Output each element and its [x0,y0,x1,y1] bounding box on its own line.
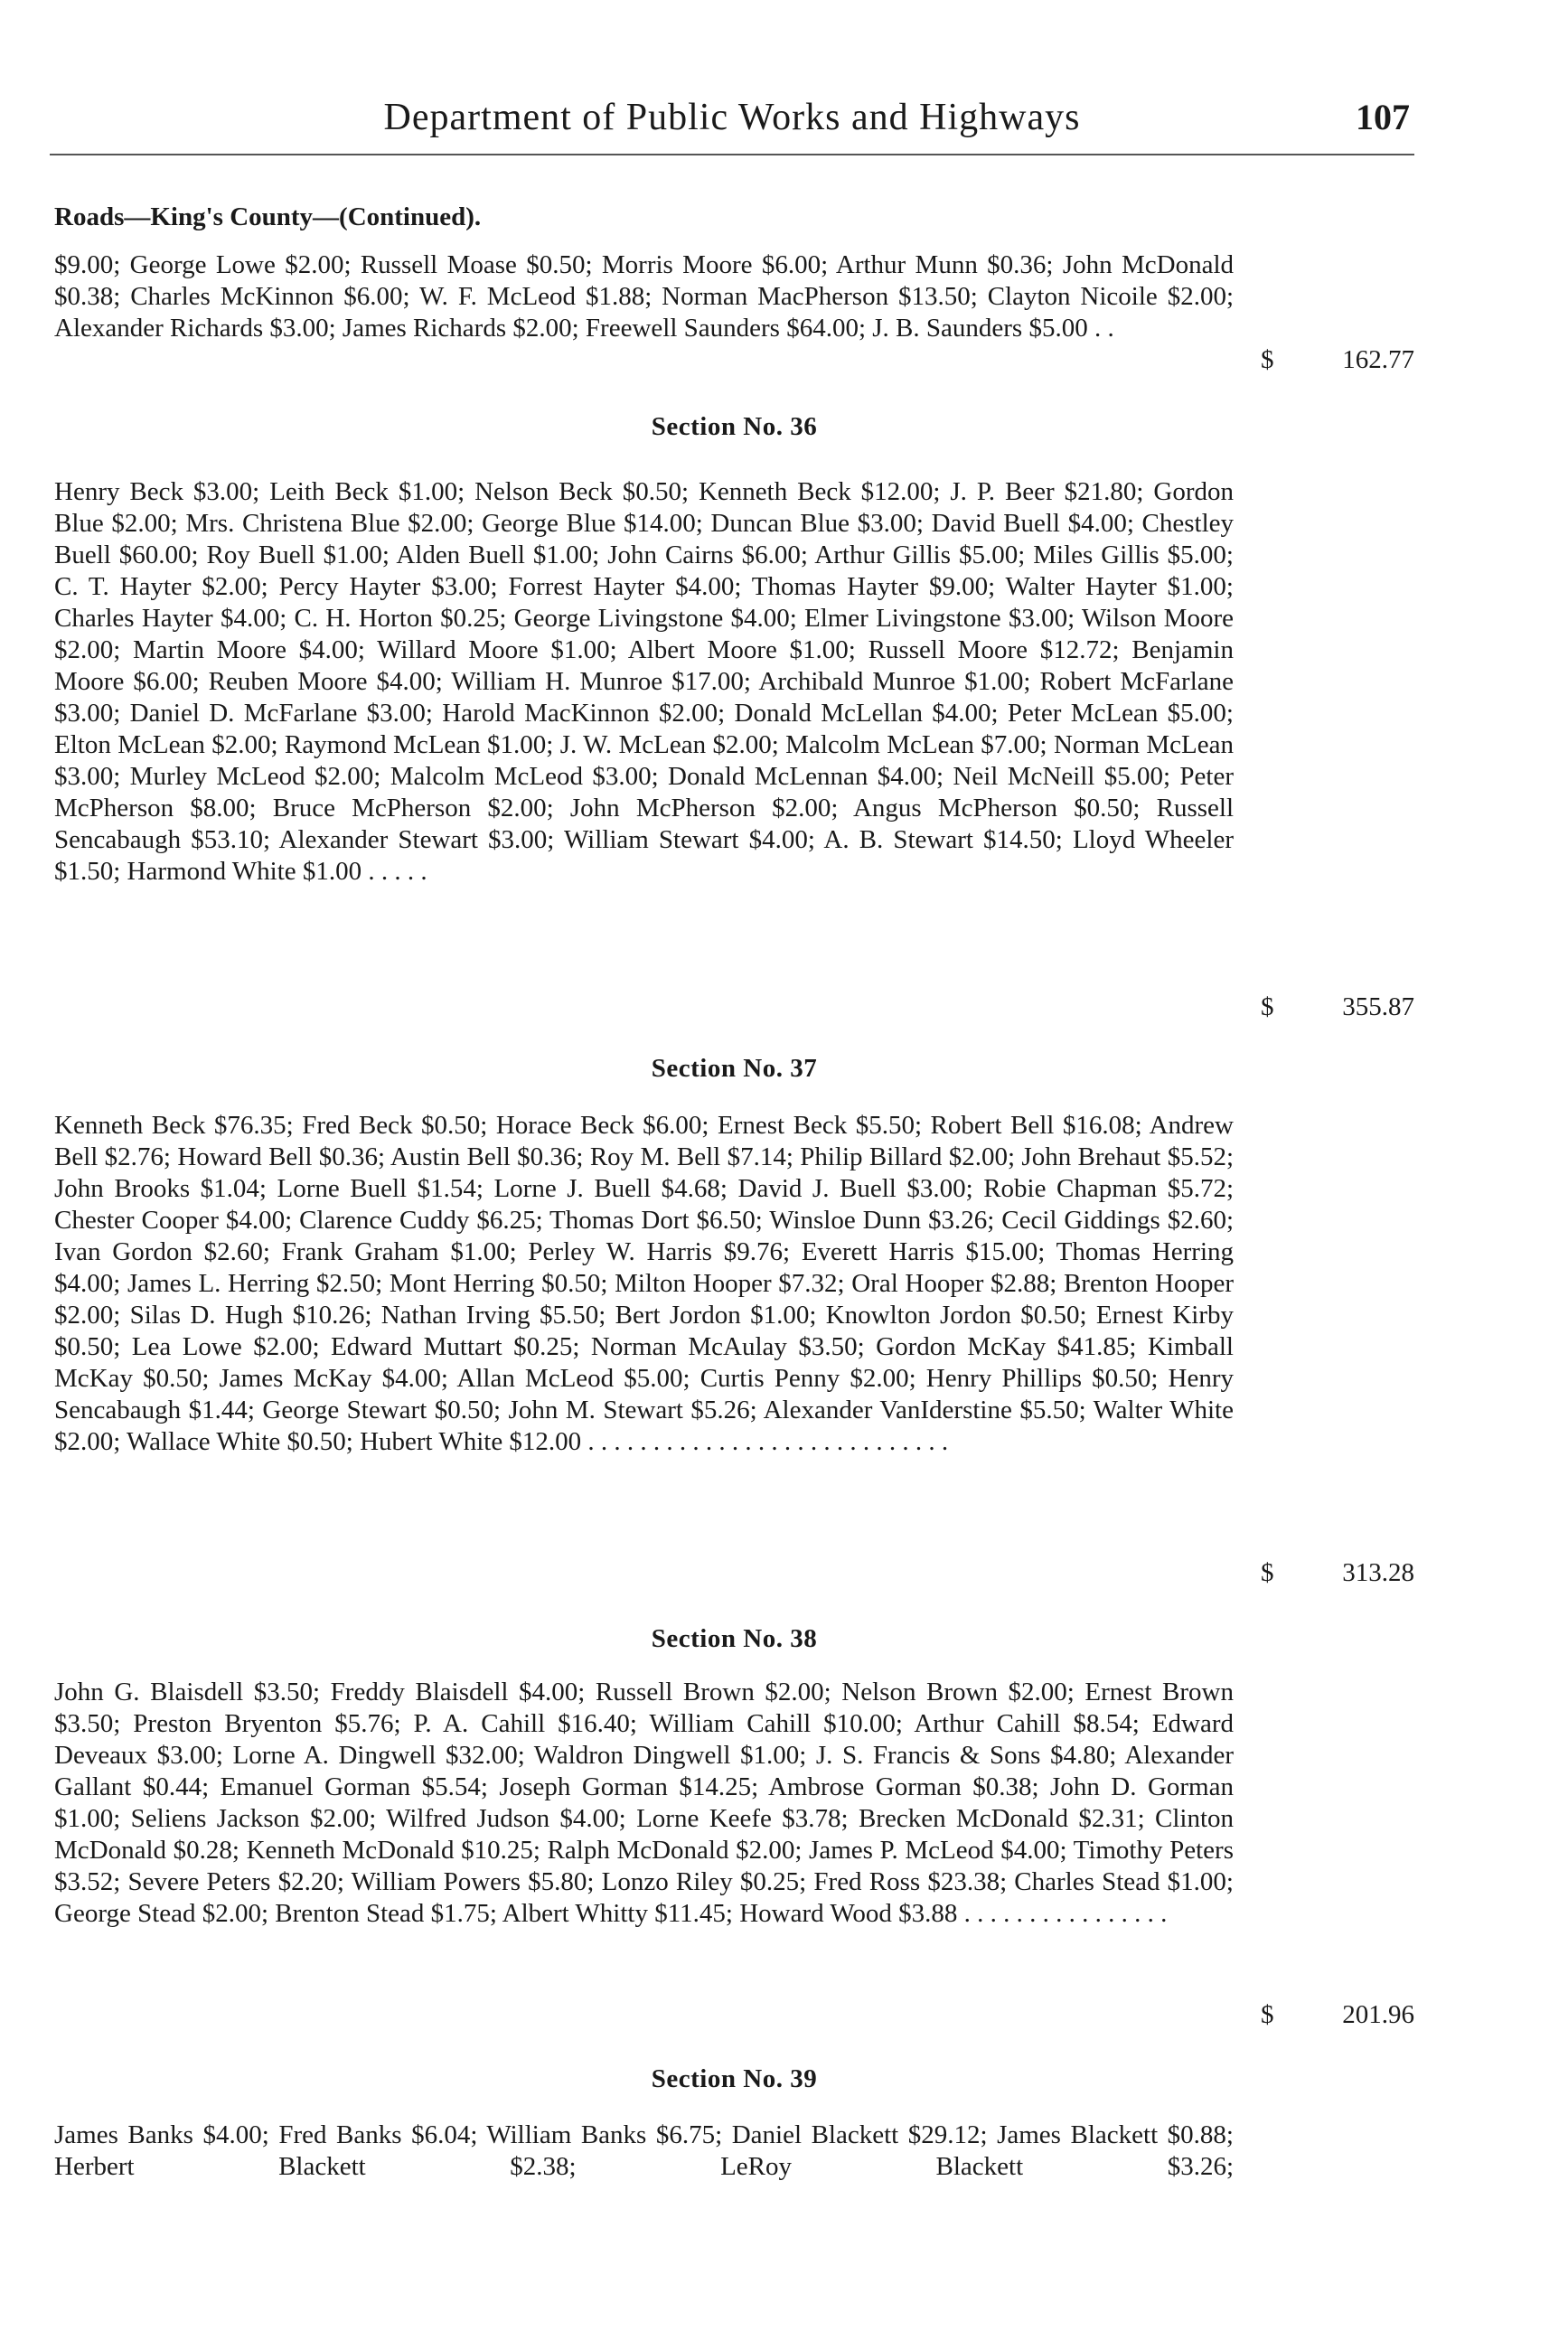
entry-paragraph: $9.00; George Lowe $2.00; Russell Moase $0.50; Morris Moore $6.00; Arthur Munn $0.36; John McDonald $0.38; Charles McKinnon $6.00; W. F. McLeod $1.88; Norman MacPherson $13.50; Clayton Nicoile $2.00; Alexander Richards $3.00; James Richards $2.00; Freewell Saunders $64.00; J. B. Saunders $5.00 . . [54,250,1234,343]
section-heading: Section No. 38 [651,1624,818,1653]
total-amount: 162.77 [1342,345,1414,374]
section-heading: Section No. 36 [651,412,818,441]
entry-paragraph: Kenneth Beck $76.35; Fred Beck $0.50; Horace Beck $6.00; Ernest Beck $5.50; Robert Bell $16.08; Andrew Bell $2.76; Howard Bell $0.36; Austin Bell $0.36; Roy M. Bell $7.14; Philip Billard $2.00; John Brehaut $5.52; John Brooks $1.04; Lorne Buell $1.54; Lorne J. Buell $4.68; David J. Buell $3.00; Robie Chapman $5.72; Chester Cooper $4.00; Clarence Cuddy $6.25; Thomas Dort $6.50; Winsloe Dunn $3.26; Cecil Giddings $2.60; Ivan Gordon $2.60; Frank Graham $1.00; Perley W. Harris $9.76; Everett Harris $15.00; Thomas Herring $4.00; James L. Herring $2.50; Mont Herring $0.50; Milton Hooper $7.32; Oral Hooper $2.88; Brenton Hooper $2.00; Silas D. Hugh $10.26; Nathan Irving $5.50; Bert Jordon $1.00; Knowlton Jordon $0.50; Ernest Kirby $0.50; Lea Lowe $2.00; Edward Muttart $0.25; Norman McAulay $3.50; Gordon McKay $41.85; Kimball McKay $0.50; James McKay $4.00; Allan McLeod $5.00; Curtis Penny $2.00; Henry Phillips $0.50; Henry Sencabaugh $1.44; George Stewart $0.50; John M. Stewart $5.26; Alexander VanIderstine $5.50; Walter White $2.00; Wallace White $0.50; Hubert White $12.00 . . . . . . . . . . . . . . . . . . . . . . . . . . . . [54,1111,1234,1456]
section-heading: Section No. 37 [651,1054,818,1083]
running-header [54,90,1410,145]
header-rule [50,154,1414,155]
total-amount: 313.28 [1342,1558,1414,1587]
currency-sign: $ [1261,1558,1274,1587]
total-amount: 355.87 [1342,992,1414,1021]
page-number: 107 [1356,97,1410,137]
section-heading: Section No. 39 [651,2064,818,2093]
currency-sign: $ [1261,345,1274,374]
entry-paragraph: James Banks $4.00; Fred Banks $6.04; William Banks $6.75; Daniel Blackett $29.12; James Blackett $0.88; Herbert Blackett $2.38; LeRoy Blackett $3.26; [54,2120,1234,2181]
currency-sign: $ [1261,992,1274,1021]
entry-paragraph: Henry Beck $3.00; Leith Beck $1.00; Nelson Beck $0.50; Kenneth Beck $12.00; J. P. Beer $21.80; Gordon Blue $2.00; Mrs. Christena Blue $2.00; George Blue $14.00; Duncan Blue $3.00; David Buell $4.00; Chestley Buell $60.00; Roy Buell $1.00; Alden Buell $1.00; John Cairns $6.00; Arthur Gillis $5.00; Miles Gillis $5.00; C. T. Hayter $2.00; Percy Hayter $3.00; Forrest Hayter $4.00; Thomas Hayter $9.00; Walter Hayter $1.00; Charles Hayter $4.00; C. H. Horton $0.25; George Livingstone $4.00; Elmer Livingstone $3.00; Wilson Moore $2.00; Martin Moore $4.00; Willard Moore $1.00; Albert Moore $1.00; Russell Moore $12.72; Benjamin Moore $6.00; Reuben Moore $4.00; William H. Munroe $17.00; Archibald Munroe $1.00; Robert McFarlane $3.00; Daniel D. McFarlane $3.00; Harold MacKinnon $2.00; Donald McLellan $4.00; Peter McLean $5.00; Elton McLean $2.00; Raymond McLean $1.00; J. W. McLean $2.00; Malcolm McLean $7.00; Norman McLean $3.00; Murley McLeod $2.00; Malcolm McLeod $3.00; Donald McLennan $4.00; Neil McNeill $5.00; Peter McPherson $8.00; Bruce McPherson $2.00; John McPherson $2.00; Angus McPherson $0.50; Russell Sencabaugh $53.10; Alexander Stewart $3.00; William Stewart $4.00; A. B. Stewart $14.50; Lloyd Wheeler $1.50; Harmond White $1.00 . . . . . [54,477,1234,886]
total-amount: 201.96 [1342,2000,1414,2029]
continued-heading: Roads—King's County—(Continued). [54,202,482,231]
entry-paragraph: John G. Blaisdell $3.50; Freddy Blaisdell $4.00; Russell Brown $2.00; Nelson Brown $2.00; Ernest Brown $3.50; Preston Bryenton $5.76; P. A. Cahill $16.40; William Cahill $10.00; Arthur Cahill $8.54; Edward Deveaux $3.00; Lorne A. Dingwell $32.00; Waldron Dingwell $1.00; J. S. Francis & Sons $4.80; Alexander Gallant $0.44; Emanuel Gorman $5.54; Joseph Gorman $14.25; Ambrose Gorman $0.38; John D. Gorman $1.00; Seliens Jackson $2.00; Wilfred Judson $4.00; Lorne Keefe $3.78; Brecken McDonald $2.31; Clinton McDonald $0.28; Kenneth McDonald $10.25; Ralph McDonald $2.00; James P. McLeod $4.00; Timothy Peters $3.52; Severe Peters $2.20; William Powers $5.80; Lonzo Riley $0.25; Fred Ross $23.38; Charles Stead $1.00; George Stead $2.00; Brenton Stead $1.75; Albert Whitty $11.45; Howard Wood $3.88 . . . . . . . . . . . . . . . . [54,1678,1234,1928]
currency-sign: $ [1261,2000,1274,2029]
running-title: Department of Public Works and Highways [383,97,1081,138]
